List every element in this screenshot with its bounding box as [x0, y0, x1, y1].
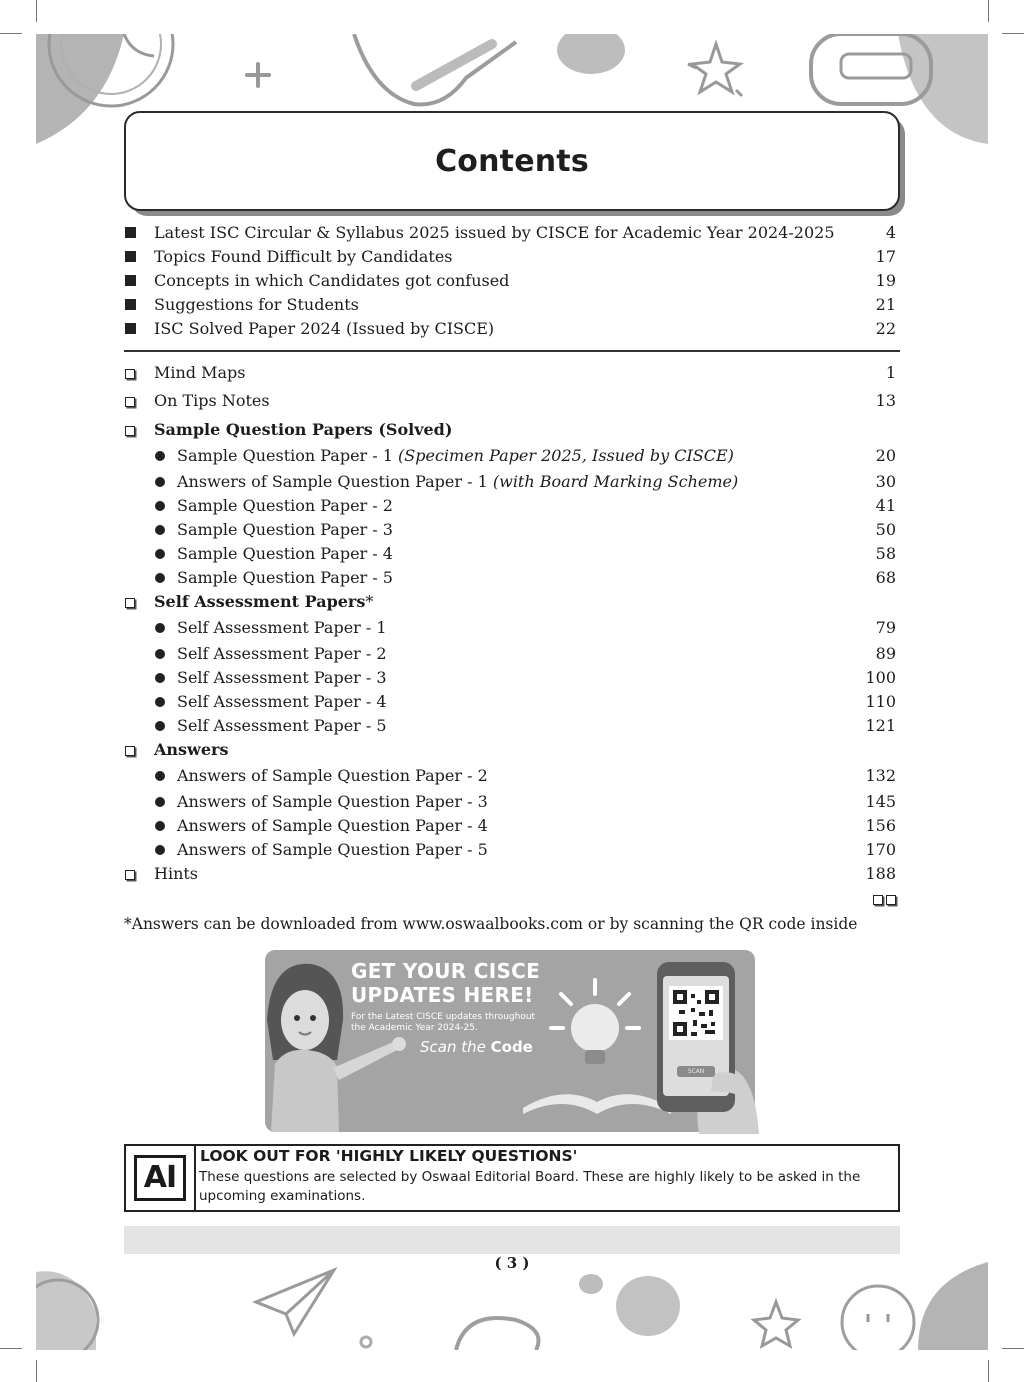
trim-mark — [36, 0, 37, 22]
toc-entry — [124, 245, 900, 269]
toc-entry-label: ISC Solved Paper 2024 (Issued by CISCE) — [154, 319, 495, 338]
toc-entry-page: 22 — [875, 319, 896, 338]
cisce-updates-banner — [265, 950, 755, 1132]
toc-sub-entry-label: Sample Question Paper - 5 — [177, 568, 393, 587]
trim-mark — [1002, 33, 1024, 34]
toc-section-heading-text: Self Assessment Papers — [154, 592, 366, 611]
toc-sub-entry-label — [177, 470, 738, 494]
round-bullet-icon — [155, 477, 165, 487]
toc-entry — [124, 361, 900, 385]
toc-sub-entry-note: (with Board Marking Scheme) — [492, 472, 739, 491]
toc-entry-page: 132 — [865, 766, 896, 785]
toc-sub-entry — [124, 542, 900, 566]
toc-section-heading-label: Sample Question Papers (Solved) — [154, 420, 453, 439]
toc-entry-label: Latest ISC Circular & Syllabus 2025 issued by CISCE for Academic Year 2024-2025 — [154, 223, 835, 242]
round-bullet-icon — [155, 451, 165, 461]
ai-icon-cell — [126, 1146, 196, 1210]
filled-square-bullet-icon — [125, 251, 136, 262]
toc-sub-entry-label: Self Assessment Paper - 2 — [177, 644, 387, 663]
page-number: ( 3 ) — [494, 1254, 530, 1272]
banner-headline-line-1: GET YOUR CISCE — [351, 959, 541, 983]
trim-mark — [988, 0, 989, 22]
toc-sub-entry-label: Answers of Sample Question Paper - 2 — [177, 766, 488, 785]
toc-entry — [124, 862, 900, 886]
filled-square-bullet-icon — [125, 323, 136, 334]
toc-section-heading — [124, 590, 900, 614]
toc-sub-entry-label: Sample Question Paper - 4 — [177, 544, 393, 563]
round-bullet-icon — [155, 697, 165, 707]
round-bullet-icon — [155, 501, 165, 511]
filled-square-bullet-icon — [125, 227, 136, 238]
section-divider — [124, 350, 900, 352]
toc-sub-entry-label — [177, 444, 734, 468]
toc-entry — [124, 389, 900, 413]
toc-sub-entry — [124, 764, 900, 788]
toc-entry-label: Mind Maps — [154, 363, 246, 382]
toc-entry-page: 110 — [865, 692, 896, 711]
toc-entry-page: 79 — [875, 618, 896, 637]
trim-mark — [0, 33, 22, 34]
trim-mark — [988, 1360, 989, 1382]
toc-entry-page: 13 — [875, 391, 896, 410]
toc-entry-page: 156 — [865, 816, 896, 835]
banner-scan-bold: Code — [490, 1038, 533, 1056]
round-bullet-icon — [155, 573, 165, 583]
footer-band — [124, 1226, 900, 1254]
toc-sub-entry — [124, 642, 900, 666]
round-bullet-icon — [155, 771, 165, 781]
filled-square-bullet-icon — [125, 275, 136, 286]
trim-mark — [0, 1348, 22, 1349]
toc-sub-entry-label: Sample Question Paper - 2 — [177, 496, 393, 515]
round-bullet-icon — [155, 845, 165, 855]
toc-sub-entry-label: Self Assessment Paper - 3 — [177, 668, 387, 687]
toc-entry-page: 19 — [875, 271, 896, 290]
toc-sub-entry-note: (Specimen Paper 2025, Issued by CISCE) — [398, 446, 734, 465]
banner-subtext: For the Latest CISCE updates throughout the Academic Year 2024-25. — [351, 1012, 536, 1033]
toc-sub-entry-title: Sample Question Paper - 1 — [177, 446, 399, 465]
toc-sub-entry — [124, 566, 900, 590]
toc-entry-label: Suggestions for Students — [154, 295, 359, 314]
round-bullet-icon — [155, 649, 165, 659]
round-bullet-icon — [155, 549, 165, 559]
banner-headline — [351, 959, 540, 1007]
trim-mark — [1002, 1348, 1024, 1349]
toc-entry-label: Hints — [154, 864, 199, 883]
toc-sub-entry — [124, 714, 900, 738]
note-text: These questions are selected by Oswaal Editorial Board. These are highly likely to be asked in the upcoming examinations. — [199, 1169, 861, 1204]
toc-entry-label: Concepts in which Candidates got confused — [154, 271, 510, 290]
toc-sub-entry — [124, 814, 900, 838]
toc-sub-entry-label: Self Assessment Paper - 1 — [177, 618, 387, 637]
toc-sub-entry — [124, 470, 900, 494]
toc-entry-page: 68 — [875, 568, 896, 587]
toc-sub-entry-label: Answers of Sample Question Paper - 5 — [177, 840, 488, 859]
toc-entry-page: 121 — [865, 716, 896, 735]
banner-scan-callout — [420, 1038, 533, 1056]
toc-entry-page: 100 — [865, 668, 896, 687]
toc-entry-label: On Tips Notes — [154, 391, 270, 410]
toc-entry — [124, 221, 900, 245]
toc-sub-entry-label: Self Assessment Paper - 4 — [177, 692, 387, 711]
round-bullet-icon — [155, 821, 165, 831]
page-title: Contents — [435, 143, 589, 179]
toc-sub-entry — [124, 690, 900, 714]
toc-entry — [124, 317, 900, 341]
round-bullet-icon — [155, 623, 165, 633]
note-title: LOOK OUT FOR 'HIGHLY LIKELY QUESTIONS' — [200, 1147, 578, 1165]
footnote: *Answers can be downloaded from www.oswaalbooks.com or by scanning the QR code inside — [124, 915, 858, 933]
round-bullet-icon — [155, 721, 165, 731]
toc-sub-entry — [124, 838, 900, 862]
open-square-bullet-icon — [125, 426, 135, 436]
round-bullet-icon — [155, 797, 165, 807]
toc-section-heading-label — [154, 590, 373, 614]
toc-sub-entry-label: Sample Question Paper - 3 — [177, 520, 393, 539]
toc-entry-page: 30 — [875, 472, 896, 491]
toc-sub-entry-label: Answers of Sample Question Paper - 4 — [177, 816, 488, 835]
toc-sub-entry-label: Self Assessment Paper - 5 — [177, 716, 387, 735]
toc-entry-page: 4 — [885, 223, 896, 242]
round-bullet-icon — [155, 673, 165, 683]
ai-icon: AI — [134, 1155, 186, 1201]
filled-square-bullet-icon — [125, 299, 136, 310]
toc-entry-page: 58 — [875, 544, 896, 563]
toc-sub-entry — [124, 518, 900, 542]
toc-section-heading — [124, 738, 900, 762]
toc-section-heading-label: Answers — [154, 740, 229, 759]
toc-entry-page: 145 — [865, 792, 896, 811]
round-bullet-icon — [155, 525, 165, 535]
toc-sub-entry — [124, 616, 900, 640]
toc-entry-page: 50 — [875, 520, 896, 539]
trim-mark — [36, 1360, 37, 1382]
toc-sub-entry — [124, 790, 900, 814]
toc-entry-page: 17 — [875, 247, 896, 266]
toc-entry-page: 1 — [885, 363, 896, 382]
bottom-doodle-decoration — [36, 1262, 988, 1350]
qr-code-icon-scan-button: SCAN — [677, 1066, 715, 1077]
open-square-bullet-icon — [125, 397, 135, 407]
toc-section-heading — [124, 418, 900, 442]
open-square-bullet-icon — [125, 870, 135, 880]
open-square-bullet-icon — [125, 369, 135, 379]
highly-likely-questions-note — [124, 1144, 900, 1212]
toc-entry-page: 89 — [875, 644, 896, 663]
toc-entry-page: 170 — [865, 840, 896, 859]
toc-sub-entry-label: Answers of Sample Question Paper - 3 — [177, 792, 488, 811]
toc-entry — [124, 293, 900, 317]
title-box — [124, 111, 900, 211]
banner-scan-prefix: Scan the — [420, 1038, 491, 1056]
toc-sub-entry-title: Answers of Sample Question Paper - 1 — [177, 472, 493, 491]
toc-entry-page: 188 — [865, 864, 896, 883]
toc-entry-page: 21 — [875, 295, 896, 314]
open-square-bullet-icon — [125, 598, 135, 608]
toc-sub-entry — [124, 444, 900, 468]
toc-entry-page: 41 — [875, 496, 896, 515]
toc-entry-page: 20 — [875, 446, 896, 465]
banner-headline-line-2: UPDATES HERE! — [351, 983, 534, 1007]
footnote-marker: * — [365, 592, 374, 611]
end-of-list-mark-icon — [873, 895, 899, 907]
toc-entry — [124, 269, 900, 293]
open-square-bullet-icon — [125, 746, 135, 756]
toc-entry-label: Topics Found Difficult by Candidates — [154, 247, 453, 266]
toc-sub-entry — [124, 494, 900, 518]
toc-sub-entry — [124, 666, 900, 690]
